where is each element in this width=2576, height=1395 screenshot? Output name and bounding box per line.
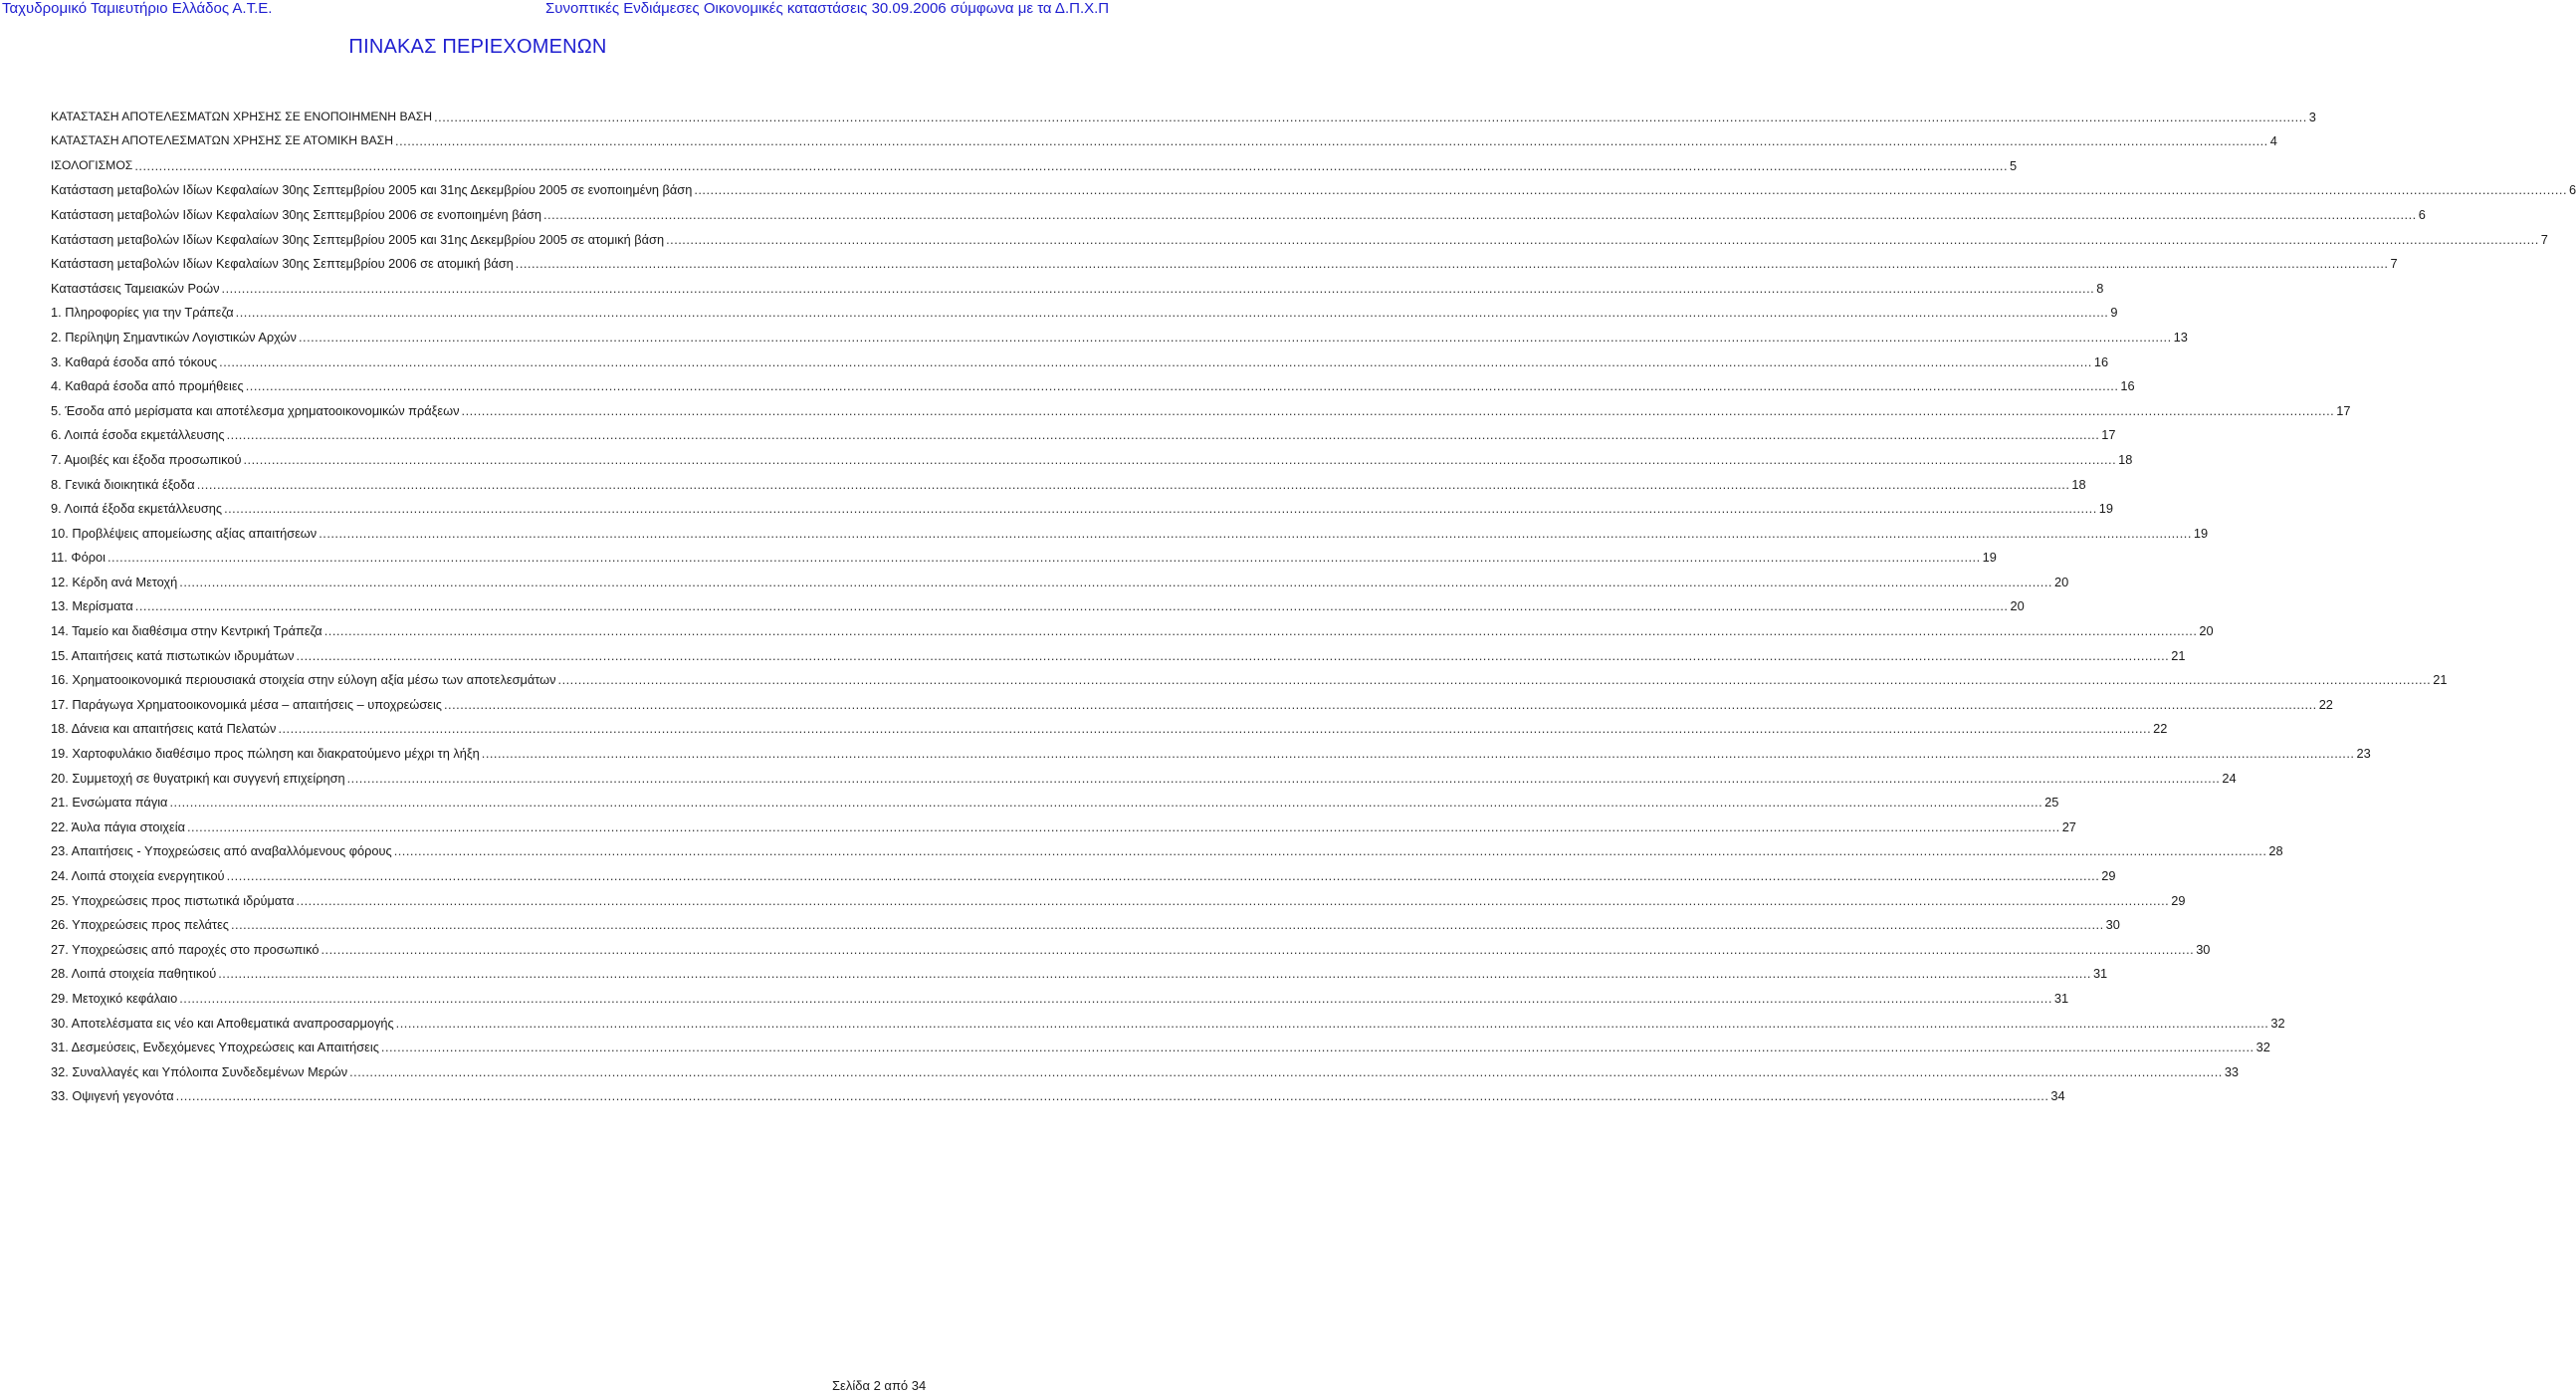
- toc-dot-leader: [394, 842, 2267, 859]
- toc-entry-title: ΙΣΟΛΟΓΙΣΜΟΣ: [51, 157, 133, 172]
- header-organization: Ταχυδρομικό Ταμιευτήριο Ελλάδος Α.Τ.Ε.: [2, 0, 273, 17]
- toc-entry-page-number: 19: [1982, 550, 1997, 566]
- toc-entry-page-number: 16: [2120, 378, 2135, 394]
- toc-entry-page-number: 32: [2270, 1015, 2285, 1031]
- toc-dot-leader: [243, 451, 2116, 468]
- toc-dot-leader: [543, 206, 2417, 223]
- toc-dot-leader: [444, 696, 2317, 713]
- toc-entry[interactable]: [51, 982, 2069, 1007]
- toc-entry-page-number: 6: [2569, 182, 2576, 198]
- toc-entry-page-number: 7: [2390, 256, 2398, 272]
- toc-entry[interactable]: [51, 419, 2116, 444]
- toc-entry-page-number: 29: [2171, 892, 2186, 908]
- toc-entry[interactable]: [51, 468, 2086, 493]
- toc-entry-page-number: 28: [2268, 843, 2283, 859]
- toc-entry-title: 2. Περίληψη Σημαντικών Λογιστικών Αρχών: [51, 329, 297, 345]
- toc-entry[interactable]: [51, 762, 2237, 787]
- toc-entry[interactable]: [51, 909, 2120, 934]
- toc-entry-title: 31. Δεσμεύσεις, Ενδεχόμενες Υποχρεώσεις και Απαιτήσεις: [51, 1040, 379, 1055]
- toc-entry[interactable]: [51, 688, 2333, 713]
- toc-entry-title: 20. Συμμετοχή σε θυγατρική και συγγενή επιχείρηση: [51, 770, 345, 786]
- toc-entry[interactable]: [51, 370, 2135, 395]
- toc-entry-page-number: 24: [2222, 770, 2237, 786]
- toc-dot-leader: [246, 377, 2119, 394]
- toc-entry-title: 3. Καθαρά έσοδα από τόκους: [51, 353, 218, 369]
- toc-dot-leader: [299, 329, 2172, 346]
- toc-entry-title: 25. Υποχρεώσεις προς πιστωτικά ιδρύματα: [51, 892, 295, 908]
- toc-dot-leader: [227, 426, 2100, 443]
- toc-dot-leader: [179, 574, 2052, 590]
- toc-dot-leader: [666, 231, 2539, 248]
- toc-entry-title: 7. Αμοιβές και έξοδα προσωπικού: [51, 451, 242, 467]
- toc-entry-page-number: 5: [2010, 157, 2018, 173]
- toc-entry[interactable]: [51, 884, 2186, 909]
- toc-dot-leader: [227, 867, 2100, 884]
- toc-entry-title: Κατάσταση μεταβολών Ιδίων Κεφαλαίων 30ης Σεπτεμβρίου 2005 και 31ης Δεκεμβρίου 2005 σε ατομική βάση: [51, 231, 665, 247]
- toc-dot-leader: [219, 353, 2092, 370]
- toc-entry[interactable]: [51, 787, 2059, 812]
- toc-entry[interactable]: [51, 223, 2548, 248]
- toc-entry[interactable]: [51, 1080, 2065, 1105]
- toc-dot-leader: [321, 941, 2194, 958]
- toc-entry[interactable]: [51, 639, 2186, 664]
- toc-entry[interactable]: [51, 542, 1997, 567]
- toc-entry-page-number: 20: [2199, 623, 2214, 639]
- toc-entry-title: 11. Φόροι: [51, 550, 106, 566]
- toc-entry-title: 22. Άυλα πάγια στοιχεία: [51, 818, 185, 834]
- toc-dot-leader: [694, 181, 2567, 198]
- toc-dot-leader: [231, 916, 2104, 933]
- toc-entry[interactable]: [51, 321, 2188, 346]
- toc-entry-page-number: 33: [2224, 1063, 2240, 1079]
- toc-entry-page-number: 4: [2269, 133, 2277, 149]
- toc-entry-page-number: 7: [2540, 231, 2548, 247]
- toc-entry-title: Κατάσταση μεταβολών Ιδίων Κεφαλαίων 30ης Σεπτεμβρίου 2006 σε ενοποιημένη βάση: [51, 206, 541, 222]
- toc-entry[interactable]: [51, 811, 2076, 835]
- toc-entry-title: 8. Γενικά διοικητικά έξοδα: [51, 476, 195, 492]
- toc-dot-leader: [218, 965, 2091, 982]
- toc-entry-title: 1. Πληροφορίες για την Τράπεζα: [51, 305, 234, 321]
- toc-entry-page-number: 20: [2053, 574, 2069, 589]
- toc-entry-page-number: 32: [2255, 1040, 2270, 1055]
- toc-dot-leader: [169, 794, 2042, 811]
- toc-entry[interactable]: [51, 493, 2113, 518]
- toc-entry-page-number: 6: [2418, 206, 2426, 222]
- toc-entry[interactable]: [51, 835, 2283, 860]
- toc-entry-page-number: 3: [2308, 109, 2316, 124]
- toc-entry[interactable]: [51, 859, 2116, 884]
- toc-entry-page-number: 18: [2118, 451, 2133, 467]
- toc-entry[interactable]: [51, 272, 2104, 297]
- toc-entry-title: 16. Χρηματοοικονομικά περιουσιακά στοιχεία στην εύλογη αξία μέσω των αποτελεσμάτων: [51, 672, 556, 688]
- toc-entry[interactable]: [51, 125, 2277, 150]
- toc-entry-page-number: 27: [2061, 818, 2076, 834]
- toc-entry[interactable]: [51, 590, 2025, 615]
- toc-entry-title: 32. Συναλλαγές και Υπόλοιπα Συνδεδεμένων Μερών: [51, 1063, 348, 1079]
- toc-entry-page-number: 25: [2044, 795, 2059, 811]
- toc-entry-page-number: 19: [2193, 525, 2209, 541]
- toc-dot-leader: [381, 1039, 2254, 1055]
- table-of-contents: [51, 101, 2576, 1104]
- toc-dot-leader: [482, 745, 2355, 762]
- toc-entry[interactable]: [51, 517, 2209, 542]
- toc-entry[interactable]: [51, 101, 2316, 125]
- toc-entry[interactable]: [51, 1032, 2270, 1056]
- toc-entry-page-number: 17: [2336, 402, 2351, 418]
- toc-entry-page-number: 22: [2153, 721, 2168, 737]
- toc-dot-leader: [224, 500, 2097, 517]
- toc-entry-title: 15. Απαιτήσεις κατά πιστωτικών ιδρυμάτων: [51, 647, 295, 663]
- toc-entry-title: 17. Παράγωγα Χρηματοοικονομικά μέσα – απαιτήσεις – υποχρεώσεις: [51, 696, 442, 712]
- toc-dot-leader: [516, 255, 2389, 272]
- toc-entry-title: 6. Λοιπά έσοδα εκμετάλλευσης: [51, 427, 225, 443]
- toc-entry[interactable]: [51, 614, 2214, 639]
- toc-entry-page-number: 23: [2356, 746, 2371, 762]
- toc-entry-page-number: 30: [2105, 917, 2120, 933]
- toc-entry[interactable]: [51, 346, 2109, 370]
- toc-entry[interactable]: [51, 248, 2398, 273]
- toc-dot-leader: [222, 280, 2095, 297]
- toc-entry[interactable]: [51, 1007, 2285, 1032]
- toc-entry-title: Κατάσταση μεταβολών Ιδίων Κεφαλαίων 30ης Σεπτεμβρίου 2006 σε ατομική βάση: [51, 256, 514, 272]
- page-number-footer: Σελίδα 2 από 34: [832, 1378, 927, 1393]
- toc-dot-leader: [319, 525, 2192, 542]
- toc-entry[interactable]: [51, 664, 2448, 689]
- toc-dot-leader: [297, 647, 2170, 664]
- toc-entry[interactable]: [51, 149, 2018, 174]
- toc-entry-title: 14. Ταμείο και διαθέσιμα στην Κεντρική Τράπεζα: [51, 623, 322, 639]
- toc-dot-leader: [434, 109, 2307, 125]
- header-document-title: Συνοπτικές Ενδιάμεσες Οικονομικές καταστάσεις 30.09.2006 σύμφωνα με τα Δ.Π.Χ.Π: [545, 0, 1110, 17]
- toc-entry-title: 24. Λοιπά στοιχεία ενεργητικού: [51, 868, 225, 883]
- toc-entry-page-number: 20: [2010, 598, 2025, 614]
- toc-entry-page-number: 21: [2433, 672, 2448, 688]
- toc-entry-title: 10. Προβλέψεις απομείωσης αξίας απαιτήσεων: [51, 525, 318, 541]
- toc-entry-title: 26. Υποχρεώσεις προς πελάτες: [51, 917, 229, 933]
- toc-entry[interactable]: [51, 1055, 2240, 1080]
- toc-entry[interactable]: [51, 737, 2371, 762]
- toc-dot-leader: [236, 304, 2109, 321]
- toc-entry-page-number: 16: [2093, 353, 2109, 369]
- page-header: [0, 0, 1110, 20]
- toc-entry-title: ΚΑΤΑΣΤΑΣΗ ΑΠΟΤΕΛΕΣΜΑΤΩΝ ΧΡΗΣΗΣ ΣΕ ΕΝΟΠΟΙΗΜΕΝΗ ΒΑΣΗ: [51, 109, 433, 123]
- toc-entry-title: ΚΑΤΑΣΤΑΣΗ ΑΠΟΤΕΛΕΣΜΑΤΩΝ ΧΡΗΣΗΣ ΣΕ ΑΤΟΜΙΚΗ ΒΑΣΗ: [51, 133, 394, 148]
- toc-entry-title: Κατάσταση μεταβολών Ιδίων Κεφαλαίων 30ης Σεπτεμβρίου 2005 και 31ης Δεκεμβρίου 2005 σε ενοποιημένη βάση: [51, 182, 693, 198]
- toc-dot-leader: [179, 990, 2052, 1007]
- toc-dot-leader: [324, 622, 2198, 639]
- toc-entry[interactable]: [51, 443, 2133, 468]
- toc-dot-leader: [558, 671, 2432, 688]
- toc-entry-page-number: 22: [2318, 696, 2333, 712]
- toc-entry-page-number: 31: [2053, 990, 2069, 1006]
- toc-entry-title: 30. Αποτελέσματα εις νέο και Αποθεματικά αναπροσαρμογής: [51, 1015, 394, 1031]
- toc-entry-title: Καταστάσεις Ταμειακών Ροών: [51, 280, 220, 296]
- toc-entry-title: 9. Λοιπά έξοδα εκμετάλλευσης: [51, 501, 223, 517]
- page-title: ΠΙΝΑΚΑΣ ΠΕΡΙΕΧΟΜΕΝΩΝ: [348, 36, 607, 58]
- toc-dot-leader: [395, 132, 2268, 149]
- toc-entry-title: 33. Οψιγενή γεγονότα: [51, 1088, 174, 1104]
- toc-entry-page-number: 29: [2101, 868, 2116, 883]
- toc-entry-page-number: 13: [2173, 329, 2188, 345]
- toc-dot-leader: [187, 818, 2060, 835]
- toc-dot-leader: [135, 597, 2009, 614]
- toc-entry-title: 12. Κέρδη ανά Μετοχή: [51, 574, 178, 589]
- toc-entry[interactable]: [51, 933, 2211, 958]
- toc-entry[interactable]: [51, 297, 2118, 322]
- toc-entry-page-number: 21: [2171, 647, 2186, 663]
- toc-entry-page-number: 30: [2196, 941, 2211, 957]
- toc-dot-leader: [462, 402, 2335, 419]
- toc-entry-title: 21. Ενσώματα πάγια: [51, 795, 168, 811]
- toc-entry-title: 27. Υποχρεώσεις από παροχές στο προσωπικό: [51, 941, 320, 957]
- toc-entry-title: 23. Απαιτήσεις - Υποχρεώσεις από αναβαλλόμενους φόρους: [51, 843, 392, 859]
- toc-entry-page-number: 9: [2110, 305, 2118, 321]
- toc-dot-leader: [107, 549, 1981, 566]
- toc-dot-leader: [278, 720, 2151, 737]
- toc-dot-leader: [134, 157, 2008, 174]
- toc-entry-page-number: 34: [2050, 1088, 2065, 1104]
- toc-dot-leader: [349, 1063, 2223, 1080]
- toc-entry[interactable]: [51, 394, 2351, 419]
- toc-dot-leader: [347, 770, 2221, 787]
- toc-entry-title: 13. Μερίσματα: [51, 598, 133, 614]
- toc-dot-leader: [297, 892, 2170, 909]
- toc-entry-title: 18. Δάνεια και απαιτήσεις κατά Πελατών: [51, 721, 277, 737]
- toc-dot-leader: [176, 1087, 2049, 1104]
- toc-entry-title: 5. Έσοδα από μερίσματα και αποτέλεσμα χρηματοοικονομικών πράξεων: [51, 402, 460, 418]
- toc-dot-leader: [396, 1015, 2269, 1032]
- toc-entry-page-number: 8: [2096, 280, 2104, 296]
- toc-entry[interactable]: [51, 174, 2576, 199]
- toc-entry-page-number: 31: [2092, 966, 2108, 982]
- toc-entry-title: 4. Καθαρά έσοδα από προμήθειες: [51, 378, 244, 394]
- toc-entry-title: 19. Χαρτοφυλάκιο διαθέσιμο προς πώληση και διακρατούμενο μέχρι τη λήξη: [51, 746, 480, 762]
- toc-entry[interactable]: [51, 958, 2108, 983]
- toc-entry-page-number: 19: [2098, 501, 2113, 517]
- toc-entry-page-number: 18: [2071, 476, 2086, 492]
- toc-entry-title: 29. Μετοχικό κεφάλαιο: [51, 990, 178, 1006]
- toc-entry[interactable]: [51, 198, 2426, 223]
- toc-entry-title: 28. Λοιπά στοιχεία παθητικού: [51, 966, 217, 982]
- toc-entry-page-number: 17: [2101, 427, 2116, 443]
- toc-entry[interactable]: [51, 713, 2168, 738]
- toc-dot-leader: [197, 476, 2070, 493]
- toc-entry[interactable]: [51, 566, 2069, 590]
